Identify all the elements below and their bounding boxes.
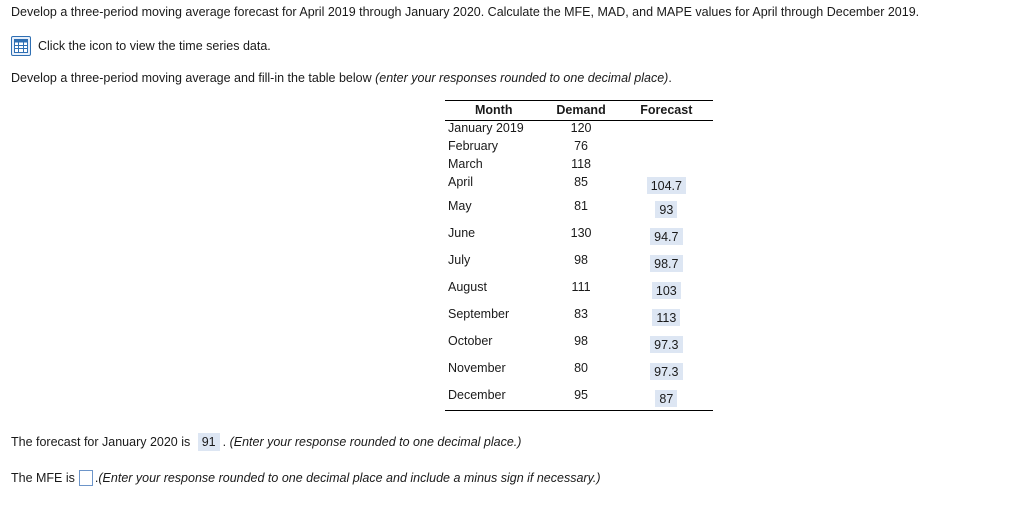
table-instruction-plain: Develop a three-period moving average and fill-in the table below [11,71,376,85]
january-forecast-hint: (Enter your response rounded to one decimal place.) [229,435,522,449]
forecast-cell [620,280,713,307]
demand-cell: 98 [574,253,588,267]
demand-cell: 130 [570,226,592,240]
month-cell: June [448,226,476,240]
time-series-link-text: Click the icon to view the time series data. [38,39,271,53]
demand-cell: 85 [574,175,588,189]
forecast-cell [620,388,713,411]
spreadsheet-icon[interactable] [11,36,31,56]
header-month: Month [445,101,542,121]
january-forecast-after: . [222,435,230,449]
forecast-cell [620,175,713,199]
month-cell: September [448,307,510,321]
month-cell: May [448,199,472,213]
forecast-answer[interactable]: 103 [652,282,681,299]
january-forecast-label: The forecast for January 2020 is [11,435,194,449]
table-row [445,175,713,199]
month-cell: January 2019 [448,121,524,135]
month-cell: November [448,361,506,375]
header-forecast: Forecast [620,101,713,121]
forecast-cell [620,226,713,253]
demand-cell: 120 [570,121,592,135]
forecast-cell [620,253,713,280]
month-cell: February [448,139,499,153]
table-header-row [445,101,713,121]
month-cell: July [448,253,471,267]
forecast-cell [620,199,713,226]
forecast-cell-empty [620,157,713,175]
month-cell: April [448,175,474,189]
forecast-answer[interactable]: 104.7 [647,177,686,194]
table-row [445,361,713,388]
forecast-cell [620,361,713,388]
demand-cell: 83 [574,307,588,321]
month-cell: August [448,280,487,294]
forecast-answer[interactable]: 113 [652,309,680,326]
forecast-answer[interactable]: 97.3 [650,363,682,380]
month-cell: March [448,157,483,171]
demand-cell: 98 [574,334,588,348]
demand-cell: 95 [542,388,619,411]
table-row [445,139,713,157]
mfe-hint: (Enter your response rounded to one decimal place and include a minus sign if necessary.) [98,471,601,485]
demand-cell: 80 [574,361,588,375]
forecast-cell-empty [620,139,713,157]
demand-cell: 81 [574,199,588,213]
mfe-label: The MFE is [11,471,75,485]
january-forecast-answer[interactable]: 91 [198,433,220,451]
forecast-answer[interactable]: 97.3 [650,336,682,353]
forecast-answer[interactable]: 98.7 [650,255,682,272]
mfe-input[interactable] [79,470,93,486]
month-cell: October [448,334,493,348]
time-series-link-row [11,36,271,56]
table-row [445,253,713,280]
january-forecast-line [11,435,521,449]
demand-cell: 111 [571,280,591,294]
demand-cell: 76 [574,139,588,153]
table-instruction-italic: (enter your responses rounded to one decimal place) [375,71,669,85]
forecast-cell [620,334,713,361]
forecast-answer[interactable]: 93 [655,201,677,218]
table-instruction-end: . [668,71,672,85]
table-row [445,226,713,253]
forecast-answer[interactable]: 87 [655,390,677,407]
table-row [445,334,713,361]
forecast-answer[interactable]: 94.7 [650,228,682,245]
table-row [445,121,713,140]
moving-average-table [445,100,713,411]
table-row [445,199,713,226]
question-prompt: Develop a three-period moving average forecast for April 2019 through January 2020. Calculate the MFE, MAD, and MAPE values for April through December 2019. [11,5,920,19]
table-instruction [11,71,672,85]
month-cell: December [445,388,542,411]
header-demand: Demand [542,101,619,121]
demand-cell: 118 [571,157,592,171]
forecast-cell-empty [620,121,713,140]
mfe-after: . [94,471,99,485]
table-row [445,388,713,411]
table-row [445,280,713,307]
table-row [445,157,713,175]
mfe-line [11,470,601,486]
table-row [445,307,713,334]
forecast-cell [620,307,713,334]
